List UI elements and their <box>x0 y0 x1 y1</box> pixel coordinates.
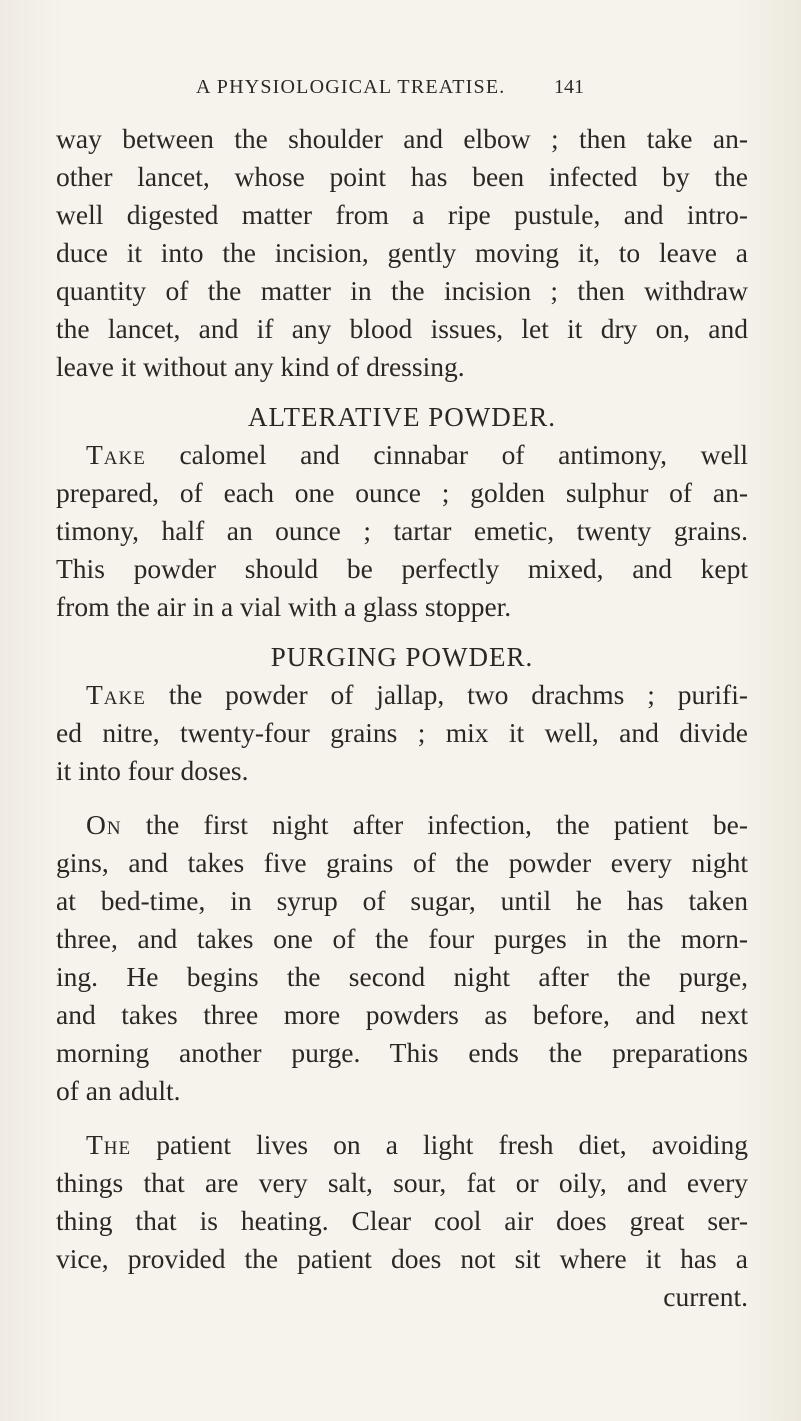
text-line: the lancet, and if any blood issues, let it dry on, and <box>56 313 748 344</box>
catchword: current. <box>663 1281 748 1312</box>
running-head <box>196 76 796 99</box>
text-line: prepared, of each one ounce ; golden sulphur of an- <box>56 477 748 508</box>
text-line: vice, provided the patient does not sit where it has a <box>56 1243 748 1274</box>
text-line: This powder should be perfectly mixed, and kept <box>56 553 748 584</box>
section-heading-purging: PURGING POWDER. <box>270 642 534 672</box>
text-line: Take calomel and cinnabar of antimony, well <box>86 439 748 470</box>
text-line: other lancet, whose point has been infected by the <box>56 161 748 192</box>
text-line: from the air in a vial with a glass stopper. <box>56 591 512 622</box>
text-line: way between the shoulder and elbow ; then take an- <box>56 123 748 154</box>
text-line: at bed-time, in syrup of sugar, until he has taken <box>56 885 748 916</box>
text-line: of an adult. <box>56 1075 181 1106</box>
purging-recipe <box>56 676 748 790</box>
text-line: thing that is heating. Clear cool air does great ser- <box>56 1205 748 1236</box>
lead-word: The <box>86 1129 132 1160</box>
text-line: ing. He begins the second night after the purge, <box>56 961 748 992</box>
page-body <box>56 120 748 1316</box>
running-title: A PHYSIOLOGICAL TREATISE. <box>196 76 506 98</box>
first-night-paragraph <box>56 806 748 1110</box>
text-line: duce it into the incision, gently moving it, to leave a <box>56 237 748 268</box>
intro-paragraph <box>56 120 748 386</box>
text-line: Take the powder of jallap, two drachms ; purifi- <box>86 679 748 710</box>
text-line: ed nitre, twenty-four grains ; mix it well, and divide <box>56 717 748 748</box>
text-line: morning another purge. This ends the preparations <box>56 1037 748 1068</box>
lead-word: Take <box>86 439 146 470</box>
text-line: leave it without any kind of dressing. <box>56 351 465 382</box>
text-line: three, and takes one of the four purges in the morn- <box>56 923 748 954</box>
alterative-recipe <box>56 436 748 626</box>
text-line: On the first night after infection, the patient be- <box>86 809 748 840</box>
patient-diet-paragraph <box>56 1126 748 1316</box>
lead-word: Take <box>86 679 146 710</box>
text-line: and takes three more powders as before, and next <box>56 999 748 1030</box>
lead-word: On <box>86 809 122 840</box>
text-line: it into four doses. <box>56 755 249 786</box>
text-line: timony, half an ounce ; tartar emetic, twenty grains. <box>56 515 748 546</box>
text-line: things that are very salt, sour, fat or oily, and every <box>56 1167 748 1198</box>
page-number: 141 <box>554 76 584 98</box>
text-line: quantity of the matter in the incision ; then withdraw <box>56 275 748 306</box>
text-line: The patient lives on a light fresh diet, avoiding <box>86 1129 748 1160</box>
section-heading-alterative: ALTERATIVE POWDER. <box>248 402 556 432</box>
text-line: gins, and takes five grains of the powder every night <box>56 847 748 878</box>
text-line: well digested matter from a ripe pustule, and intro- <box>56 199 748 230</box>
